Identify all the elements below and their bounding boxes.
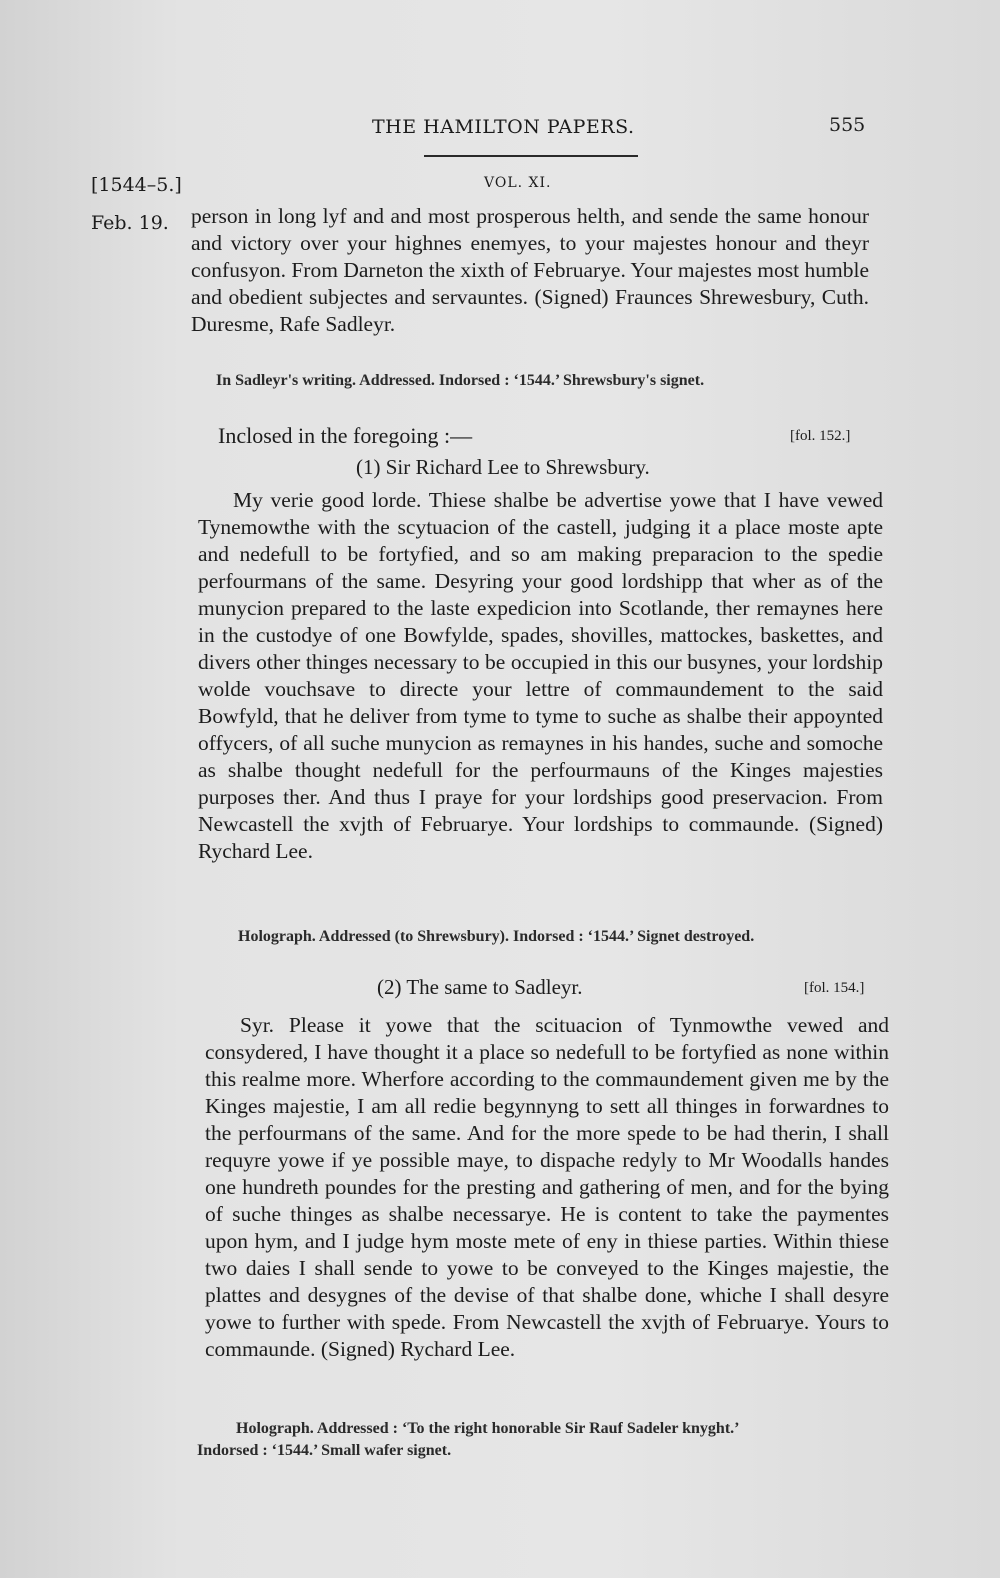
editorial-note-2: Holograph. Addressed (to Shrewsbury). Indorsed : ‘1544.’ Signet destroyed. bbox=[238, 928, 755, 945]
editorial-note-1: In Sadleyr's writing. Addressed. Indorsed : ‘1544.’ Shrewsbury's signet. bbox=[216, 372, 705, 389]
volume-label: VOL. XI. bbox=[484, 175, 552, 191]
margin-date: Feb. 19. bbox=[91, 212, 169, 234]
subheading-1: (1) Sir Richard Lee to Shrewsbury. bbox=[356, 455, 650, 479]
editorial-note-3 bbox=[197, 1418, 896, 1462]
editorial-note-3-line-1: Holograph. Addressed : ‘To the right honorable Sir Rauf Sadeler knyght.’ bbox=[236, 1420, 740, 1437]
page-number: 555 bbox=[829, 114, 866, 136]
subheading-2: (2) The same to Sadleyr. bbox=[377, 975, 583, 999]
title-rule bbox=[424, 155, 638, 157]
enclosed-heading: Inclosed in the foregoing :— bbox=[218, 423, 473, 448]
paragraph-continued-letter: person in long lyf and and most prosperous helth, and sende the same honour and victory over your highnes enemyes, to your majestes honour and theyr confusyon. From Darneton the xixth of Februarye. Your majestes most humble and obedient subjectes and servauntes. (Signed) Fraunces Shrewesbury, Cuth. Duresme, Rafe Sadleyr. bbox=[191, 204, 869, 336]
paragraph-lee-to-sadleyr: Syr. Please it yowe that the scituacion of Tynmowthe vewed and consydered, I have thought it a place so nedefull to be fortyfied as none within this realme more. Wherfore according to the commaundement given me by the Kinges majestie, I am all redie begynnyng to sett all thinges in forwardnes to the perfourmans of the same. And for the more spede to be had therin, I shall requyre yowe if ye possible maye, to dispache redyly to Mr Woodalls handes one hundreth poundes for the presting and gathering of men, and for the bying of suche thinges as shalbe necessarye. He is content to take the paymentes upon hym, and I judge hym moste mete of eny in thiese parties. Within thiese two daies I shall sende to yowe to be conveyed to the Kinges majestie, the plattes and desygnes of the devise of that shalbe done, whiche I shall desyre yowe to further with spede. From Newcastell the xvjth of Februarye. Yours to commaunde. (Signed) Rychard Lee. bbox=[205, 1013, 889, 1361]
folio-reference-1: [fol. 152.] bbox=[790, 428, 851, 444]
paragraph-lee-to-shrewsbury: My verie good lorde. Thiese shalbe be advertise yowe that I have vewed Tynemowthe with the scytuacion of the castell, judging it a place moste apte and nedefull to be fortyfied, and so am making preparacion to the spedie perfourmans of the same. Desyring your good lordshipp that wher as of the munycion prepared to the laste expedicion into Scotlande, ther remaynes here in the custodye of one Bowfylde, spades, shovilles, mattockes, baskettes, and divers other thinges necessary to be occupied in this our busynes, your lordship wolde vouchsave to directe your lettre of commaundement to the said Bowfyld, that he deliver from tyme to tyme to suche as shalbe their appoynted offycers, of all suche munycion as remaynes in his handes, suche and somoche as shalbe thought nedefull for the perfourmauns of the Kinges majesties purposes ther. And thus I praye for your lordships good preservacion. From Newcastell the xvjth of Februarye. Your lordships to commaunde. (Signed) Rychard Lee. bbox=[198, 488, 883, 863]
running-title: THE HAMILTON PAPERS. bbox=[372, 116, 635, 138]
date-bracket: [1544–5.] bbox=[91, 174, 182, 196]
folio-reference-2: [fol. 154.] bbox=[804, 980, 865, 996]
editorial-note-3-line-2: Indorsed : ‘1544.’ Small wafer signet. bbox=[197, 1442, 452, 1459]
